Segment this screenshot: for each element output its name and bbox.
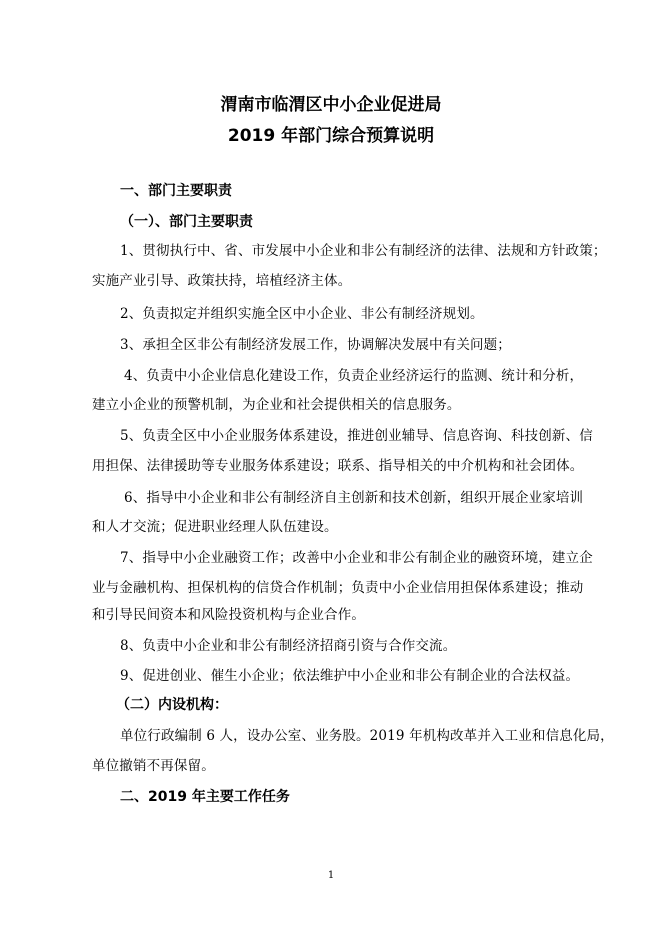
paragraph-7-line-3: 和引导民间资本和风险投资机构与企业合作。 xyxy=(92,607,365,623)
paragraph-7-line-1: 7、指导中小企业融资工作；改善中小企业和非公有制企业的融资环境，建立企 xyxy=(120,550,593,566)
section-heading-tasks: 二、2019 年主要工作任务 xyxy=(120,789,290,805)
paragraph-10-line-1: 单位行政编制 6 人，设办公室、业务股。2019 年机构改革并入工业和信息化局， xyxy=(120,728,614,744)
paragraph-1-line-2: 实施产业引导、政策扶持，培植经济主体。 xyxy=(92,273,352,289)
paragraph-6-line-2: 和人才交流；促进职业经理人队伍建设。 xyxy=(92,519,338,535)
subsection-heading-duties: （一）、部门主要职责 xyxy=(120,214,253,230)
section-heading-duties: 一、部门主要职责 xyxy=(120,183,232,199)
page-number: 1 xyxy=(327,870,335,881)
document-title-main: 2019 年部门综合预算说明 xyxy=(227,126,435,146)
paragraph-1-line-1: 1、贯彻执行中、省、市发展中小企业和非公有制经济的法律、法规和方针政策； xyxy=(120,243,607,259)
paragraph-7-line-2: 业与金融机构、担保机构的信贷合作机制；负责中小企业信用担保体系建设；推动 xyxy=(92,580,584,596)
paragraph-8-line-1: 8、负责中小企业和非公有制经济招商引资与合作交流。 xyxy=(120,638,457,654)
paragraph-5-line-2: 用担保、法律援助等专业服务体系建设；联系、指导相关的中介机构和社会团体。 xyxy=(92,458,584,474)
subsection-heading-structure: （二）内设机构： xyxy=(116,697,228,713)
document-title-org: 渭南市临渭区中小企业促进局 xyxy=(220,95,442,115)
paragraph-6-line-1: 6、指导中小企业和非公有制经济自主创新和技术创新，组织开展企业家培训 xyxy=(124,490,584,506)
paragraph-4-line-1: 4、负责中小企业信息化建设工作，负责企业经济运行的监测、统计和分析， xyxy=(124,368,584,384)
paragraph-4-line-2: 建立小企业的预警机制，为企业和社会提供相关的信息服务。 xyxy=(92,397,461,413)
paragraph-5-line-1: 5、负责全区中小企业服务体系建设，推进创业辅导、信息咨询、科技创新、信 xyxy=(120,428,593,444)
paragraph-2-line-1: 2、负责拟定并组织实施全区中小企业、非公有制经济规划。 xyxy=(120,306,484,322)
paragraph-10-line-2: 单位撤销不再保留。 xyxy=(92,758,215,774)
paragraph-9-line-1: 9、促进创业、催生小企业；依法维护中小企业和非公有制企业的合法权益。 xyxy=(120,668,580,684)
paragraph-3-line-1: 3、承担全区非公有制经济发展工作，协调解决发展中有关问题； xyxy=(120,337,511,353)
